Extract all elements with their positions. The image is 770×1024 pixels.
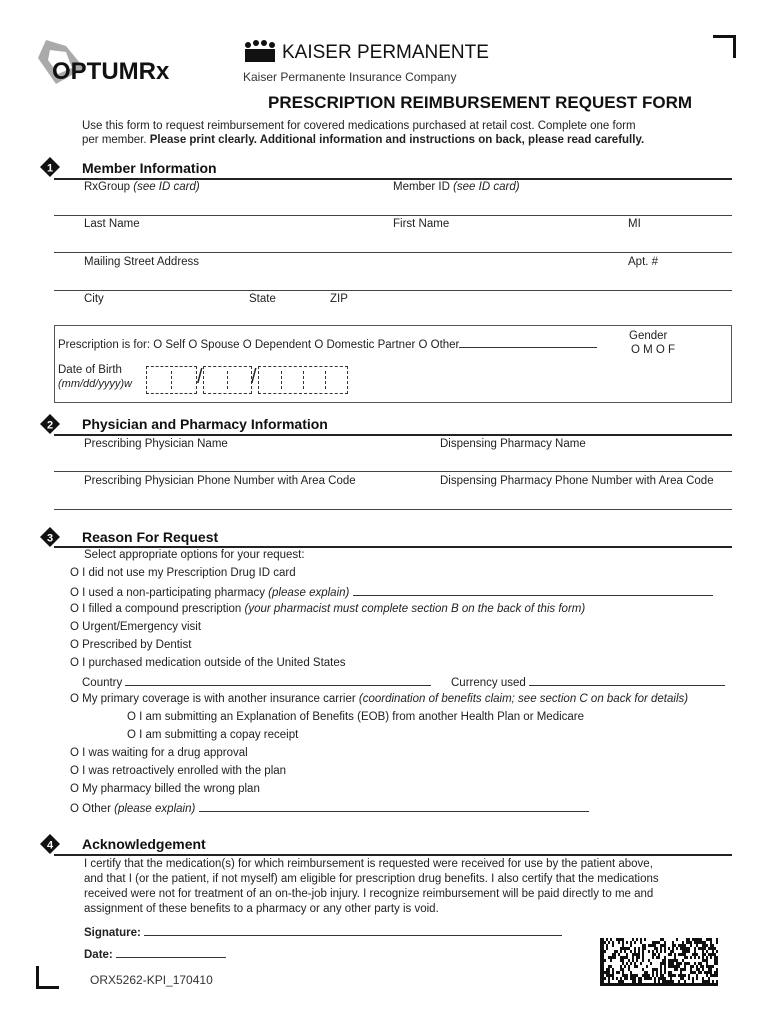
apt-field[interactable]: Apt. # xyxy=(628,256,659,268)
physician-phone-field[interactable]: Prescribing Physician Phone Number with Area Code xyxy=(84,475,356,487)
date-separator: / xyxy=(251,366,257,388)
reason-option[interactable]: O My pharmacy billed the wrong plan xyxy=(70,783,260,795)
gender-label: Gender xyxy=(629,330,668,342)
kaiser-subtitle: Kaiser Permanente Insurance Company xyxy=(243,70,457,84)
kaiser-logo-mark xyxy=(242,40,282,64)
first-name-field[interactable]: First Name xyxy=(393,218,450,230)
rxgroup-field[interactable]: RxGroup (see ID card) xyxy=(84,181,200,193)
gender-options[interactable]: O M O F xyxy=(631,344,676,356)
reason-option[interactable]: O Prescribed by Dentist xyxy=(70,639,192,651)
street-field[interactable]: Mailing Street Address xyxy=(84,256,200,268)
intro-line: Use this form to request reimbursement for covered medications purchased at retail cost. Complete one form xyxy=(82,120,636,132)
intro-line: per member. Please print clearly. Additional information and instructions on back, please read carefully. xyxy=(82,134,645,146)
crop-mark xyxy=(713,35,736,58)
kaiser-logo: KAISER PERMANENTE xyxy=(282,42,489,63)
reason-option[interactable]: O I purchased medication outside of the United States xyxy=(70,657,346,669)
crop-mark xyxy=(36,966,59,989)
reason-option[interactable]: O I was waiting for a drug approval xyxy=(70,747,248,759)
divider xyxy=(54,471,732,472)
last-name-field[interactable]: Last Name xyxy=(84,218,140,230)
barcode xyxy=(600,938,718,986)
reason-option[interactable]: O I am submitting a copay receipt xyxy=(127,729,299,741)
pharmacy-name-field[interactable]: Dispensing Pharmacy Name xyxy=(440,438,586,450)
state-field[interactable]: State xyxy=(249,293,276,305)
section-title: Physician and Pharmacy Information xyxy=(82,416,328,432)
optum-logo: OPTUMRx xyxy=(52,58,170,85)
divider xyxy=(54,434,732,436)
section-number-icon xyxy=(40,527,60,547)
dob-day-input[interactable] xyxy=(203,366,252,394)
member-id-field[interactable]: Member ID (see ID card) xyxy=(393,181,520,193)
dob-format: (mm/dd/yyyy)w xyxy=(58,378,132,390)
reason-option[interactable]: O I filled a compound prescription (your pharmacist must complete section B on the back of this form) xyxy=(70,603,586,615)
reason-option[interactable]: O I am submitting an Explanation of Benefits (EOB) from another Health Plan or Medicare xyxy=(127,711,585,723)
divider xyxy=(54,178,732,180)
divider xyxy=(54,854,732,856)
reason-option[interactable]: O I did not use my Prescription Drug ID card xyxy=(70,567,296,579)
pharmacy-phone-field[interactable]: Dispensing Pharmacy Phone Number with Area Code xyxy=(440,475,714,487)
svg-text:3: 3 xyxy=(46,532,54,545)
section-number-icon xyxy=(40,834,60,854)
reason-option[interactable]: O I used a non-participating pharmacy (please explain) xyxy=(70,585,713,599)
reason-option[interactable]: O I was retroactively enrolled with the plan xyxy=(70,765,287,777)
svg-text:1: 1 xyxy=(46,162,54,175)
signature-field[interactable]: Signature: xyxy=(84,925,562,939)
section-title: Reason For Request xyxy=(82,529,219,545)
date-separator: / xyxy=(197,366,203,388)
mi-field[interactable]: MI xyxy=(628,218,641,230)
city-field[interactable]: City xyxy=(84,293,104,305)
divider xyxy=(54,215,732,216)
form-code: ORX5262-KPI_170410 xyxy=(90,973,213,987)
dob-month-input[interactable] xyxy=(146,366,197,394)
reason-option[interactable]: O Other (please explain) xyxy=(70,801,589,815)
acknowledgement-text: I certify that the medication(s) for which reimbursement is requested were received for use by the patient above, and that I (or the patient, if not myself) am eligible for prescription drug benefits. I also certify that the medications received were not for treatment of an on-the-job injury. I recognize reimbursement will be paid directly to me and assignment of these benefits to a pharmacy or any other party is void. xyxy=(84,858,659,915)
section-number-icon xyxy=(40,414,60,434)
page-title: PRESCRIPTION REIMBURSEMENT REQUEST FORM xyxy=(268,93,693,112)
reason-option[interactable]: O Urgent/Emergency visit xyxy=(70,621,202,633)
divider xyxy=(54,509,732,510)
reason-option[interactable]: O My primary coverage is with another insurance carrier (coordination of benefits claim; see section C on back for details) xyxy=(70,693,689,705)
currency-field[interactable]: Currency used xyxy=(451,675,725,689)
section-title: Member Information xyxy=(82,160,217,176)
svg-text:2: 2 xyxy=(46,419,54,432)
reason-instructions: Select appropriate options for your request: xyxy=(84,549,305,561)
divider xyxy=(54,252,732,253)
section-number-icon xyxy=(40,157,60,177)
svg-text:4: 4 xyxy=(46,839,54,852)
dob-year-input[interactable] xyxy=(258,366,348,394)
country-field[interactable]: Country xyxy=(82,675,431,689)
divider xyxy=(54,290,732,291)
physician-name-field[interactable]: Prescribing Physician Name xyxy=(84,438,228,450)
dob-label: Date of Birth xyxy=(58,364,122,376)
zip-field[interactable]: ZIP xyxy=(330,293,348,305)
section-title: Acknowledgement xyxy=(82,836,206,852)
prescription-for-options[interactable]: Prescription is for: O Self O Spouse O Dependent O Domestic Partner O Other xyxy=(58,337,597,351)
divider xyxy=(54,546,732,548)
date-field[interactable]: Date: xyxy=(84,947,226,961)
